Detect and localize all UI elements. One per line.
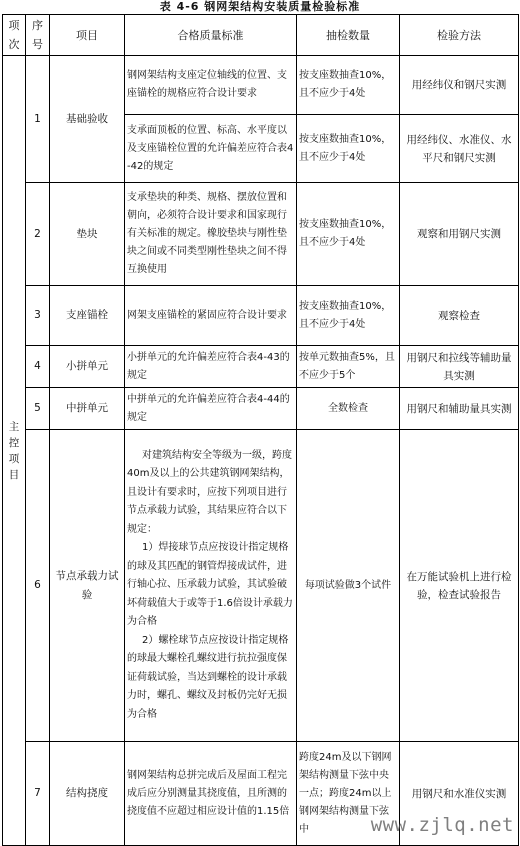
- standard-paragraph: 2）螺栓球节点应按设计指定规格的球最大螺栓孔螺纹进行抗拉强度保证荷载试验，当达到螺栓的设计承载力时，螺孔、螺纹及封板仍完好无损为合格: [127, 634, 289, 720]
- item-cell: 中拼单元: [50, 388, 125, 430]
- method-cell: 用钢尺和辅助量具实测: [400, 388, 519, 430]
- method-cell: 观察和用钢尺实测: [400, 183, 519, 286]
- standard-cell: 支承垫块的种类、规格、摆放位置和朝向，必须符合设计要求和国家现行有关标准的规定。橡胶垫块与刚性垫块之间或不同类型刚性垫块之间不得互换使用: [125, 183, 297, 286]
- header-category: 项次: [3, 15, 26, 56]
- header-quantity: 抽检数量: [297, 15, 400, 56]
- quantity-cell: 全数检查: [297, 388, 400, 430]
- header-standard: 合格质量标准: [125, 15, 297, 56]
- table-title: 表 4-6 钢网架结构安装质量检验标准: [159, 0, 361, 13]
- table-row: [3, 183, 519, 286]
- seq-cell: 3: [26, 286, 50, 346]
- standard-cell: 钢网架结构总拼完成后及屋面工程完成后应分别测量其挠度值，且所测的挠度值不应超过相应设计值的1.15倍: [125, 742, 297, 846]
- seq-cell: 4: [26, 346, 50, 388]
- seq-cell: 2: [26, 183, 50, 286]
- quantity-cell: 按单元数抽查5%，且不应少于5个: [297, 346, 400, 388]
- header-row: [3, 15, 519, 56]
- quantity-cell: 跨度24m及以下钢网架结构测量下弦中央一点；跨度24m以上钢网架结构测量下弦中: [297, 742, 400, 846]
- item-cell: 小拼单元: [50, 346, 125, 388]
- header-seq: 序号: [26, 15, 50, 56]
- header-item: 项目: [50, 15, 125, 56]
- method-cell: 用钢尺和拉线等辅助量具实测: [400, 346, 519, 388]
- method-cell: 用钢尺和水准仪实测: [400, 742, 519, 846]
- item-cell: 垫块: [50, 183, 125, 286]
- item-cell: 结构挠度: [50, 742, 125, 846]
- table-row: [3, 286, 519, 346]
- standard-cell: 中拼单元的允许偏差应符合表4-44的规定: [125, 388, 297, 430]
- quantity-cell: 每项试验做3个试件: [297, 430, 400, 742]
- table-row: [3, 388, 519, 430]
- method-cell: 在万能试验机上进行检验，检查试验报告: [400, 430, 519, 742]
- seq-cell: 5: [26, 388, 50, 430]
- table-row: [3, 346, 519, 388]
- table-row: [3, 430, 519, 742]
- quantity-cell: 按支座数抽查10%，且不应少于4处: [297, 183, 400, 286]
- seq-cell: 6: [26, 430, 50, 742]
- quantity-cell: 按支座数抽查10%，且不应少于4处: [297, 56, 400, 115]
- site-watermark: www.zjlq.net: [370, 814, 514, 836]
- standard-cell: 小拼单元的允许偏差应符合表4-43的规定: [125, 346, 297, 388]
- standard-cell: 网架支座锚栓的紧固应符合设计要求: [125, 286, 297, 346]
- quantity-cell: 按支座数抽查10%，且不应少于4处: [297, 286, 400, 346]
- quality-standard-table: [2, 14, 519, 846]
- item-cell: 支座锚栓: [50, 286, 125, 346]
- method-cell: 用经纬仪和钢尺实测: [400, 56, 519, 115]
- standard-paragraph: 对建筑结构安全等级为一级，跨度40m及以上的公共建筑钢网架结构，且设计有要求时，应按下列项目进行节点承载力试验，其结果应符合以下规定：: [127, 449, 292, 535]
- standard-cell: 钢网架结构支座定位轴线的位置、支座锚栓的规格应符合设计要求: [125, 56, 297, 115]
- category-cell: 主控项目: [3, 56, 26, 846]
- header-method: 检验方法: [400, 15, 519, 56]
- item-cell: 基础验收: [50, 56, 125, 183]
- standard-cell: [125, 430, 297, 742]
- table-row: [3, 56, 519, 115]
- standard-cell: 支承面顶板的位置、标高、水平度以及支座锚栓位置的允许偏差应符合表4-42的规定: [125, 115, 297, 183]
- seq-cell: 1: [26, 56, 50, 183]
- method-cell: 观察检查: [400, 286, 519, 346]
- item-cell: 节点承载力试验: [50, 430, 125, 742]
- method-cell: 用经纬仪、水准仪、水平尺和钢尺实测: [400, 115, 519, 183]
- seq-cell: 7: [26, 742, 50, 846]
- quantity-cell: 按支座数抽查10%，且不应少于4处: [297, 115, 400, 183]
- standard-paragraph: 1）焊接球节点应按设计指定规格的球及其匹配的钢管焊接成试件，进行轴心拉、压承载力试验，其试验破坏荷载值大于或等于1.6倍设计承载力为合格: [127, 542, 293, 628]
